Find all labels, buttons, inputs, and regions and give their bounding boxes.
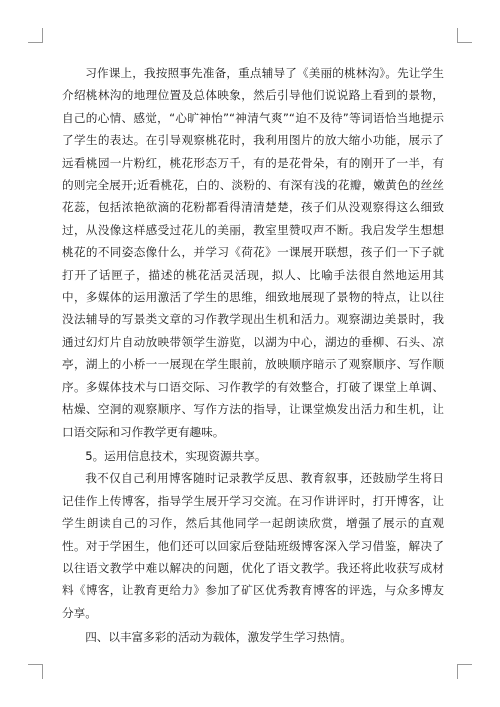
crop-mark-top-right [457,28,472,43]
section-heading: 5。运用信息技术，实现资源共享。 [85,448,267,463]
body-paragraph: 我不仅自己利用博客随时记录教学反思、教育叙事，还鼓励学生将日记佳作上传博客，指导学生展开学习交流。在习作讲评时，打开博客，让学生朗读自己的习作，然后其他同学一起朗读欣赏，增强了展示的直观性。对于学困生，他们还可以回家后登陆班级博客深入学习借鉴，解决了以往语文教学中难以解决的问题，优化了语文教学。我还将此收获写成材料《博客，让教育更给力》参加了矿区优秀教育博客的评选，与众多博友分享。 [62,471,444,620]
crop-mark-bottom-left [28,664,43,679]
crop-mark-top-left [28,28,43,43]
section-heading: 四、以丰富多彩的活动为载体，激发学生学习热情。 [85,630,352,645]
document-body [62,62,444,649]
crop-mark-bottom-right [457,664,472,679]
body-paragraph: 习作课上，我按照事先准备，重点辅导了《美丽的桃林沟》。先让学生介绍桃林沟的地理位置及总体映象，然后引导他们说说路上看到的景物，自己的心情、感觉，“心旷神怡”“神清气爽”“迫不及待”等词语恰当地提示了学生的表达。在引导观察桃花时，我利用图片的放大缩小功能，展示了远看桃园一片粉红，桃花形态万千，有的是花骨朵，有的刚开了一半，有的则完全展开;近看桃花，白的、淡粉的、有深有浅的花瓣，嫩黄色的丝丝花蕊，包括浓艳欲滴的花粉都看得清清楚楚，孩子们从没观察得这么细致过，从没像这样感受过花儿的美丽，教室里赞叹声不断。我启发学生想想桃花的不同姿态像什么，并学习《荷花》一课展开联想，孩子们一下子就打开了话匣子，描述的桃花活灵活现，拟人、比喻手法很自然地运用其中，多媒体的运用激活了学生的思维，细致地展现了景物的特点，让以往没法辅导的写景类文章的习作教学现出生机和活力。观察湖边美景时，我通过幻灯片自动放映带领学生游览，以湖为中心，湖边的垂柳、石头、凉亭，湖上的小桥一一展现在学生眼前，放映顺序暗示了观察顺序、写作顺序。多媒体技术与口语交际、习作教学的有效整合，打破了课堂上单调、枯燥、空洞的观察顺序、写作方法的指导，让课堂焕发出活力和生机，让口语交际和习作教学更有趣味。 [62,66,444,439]
